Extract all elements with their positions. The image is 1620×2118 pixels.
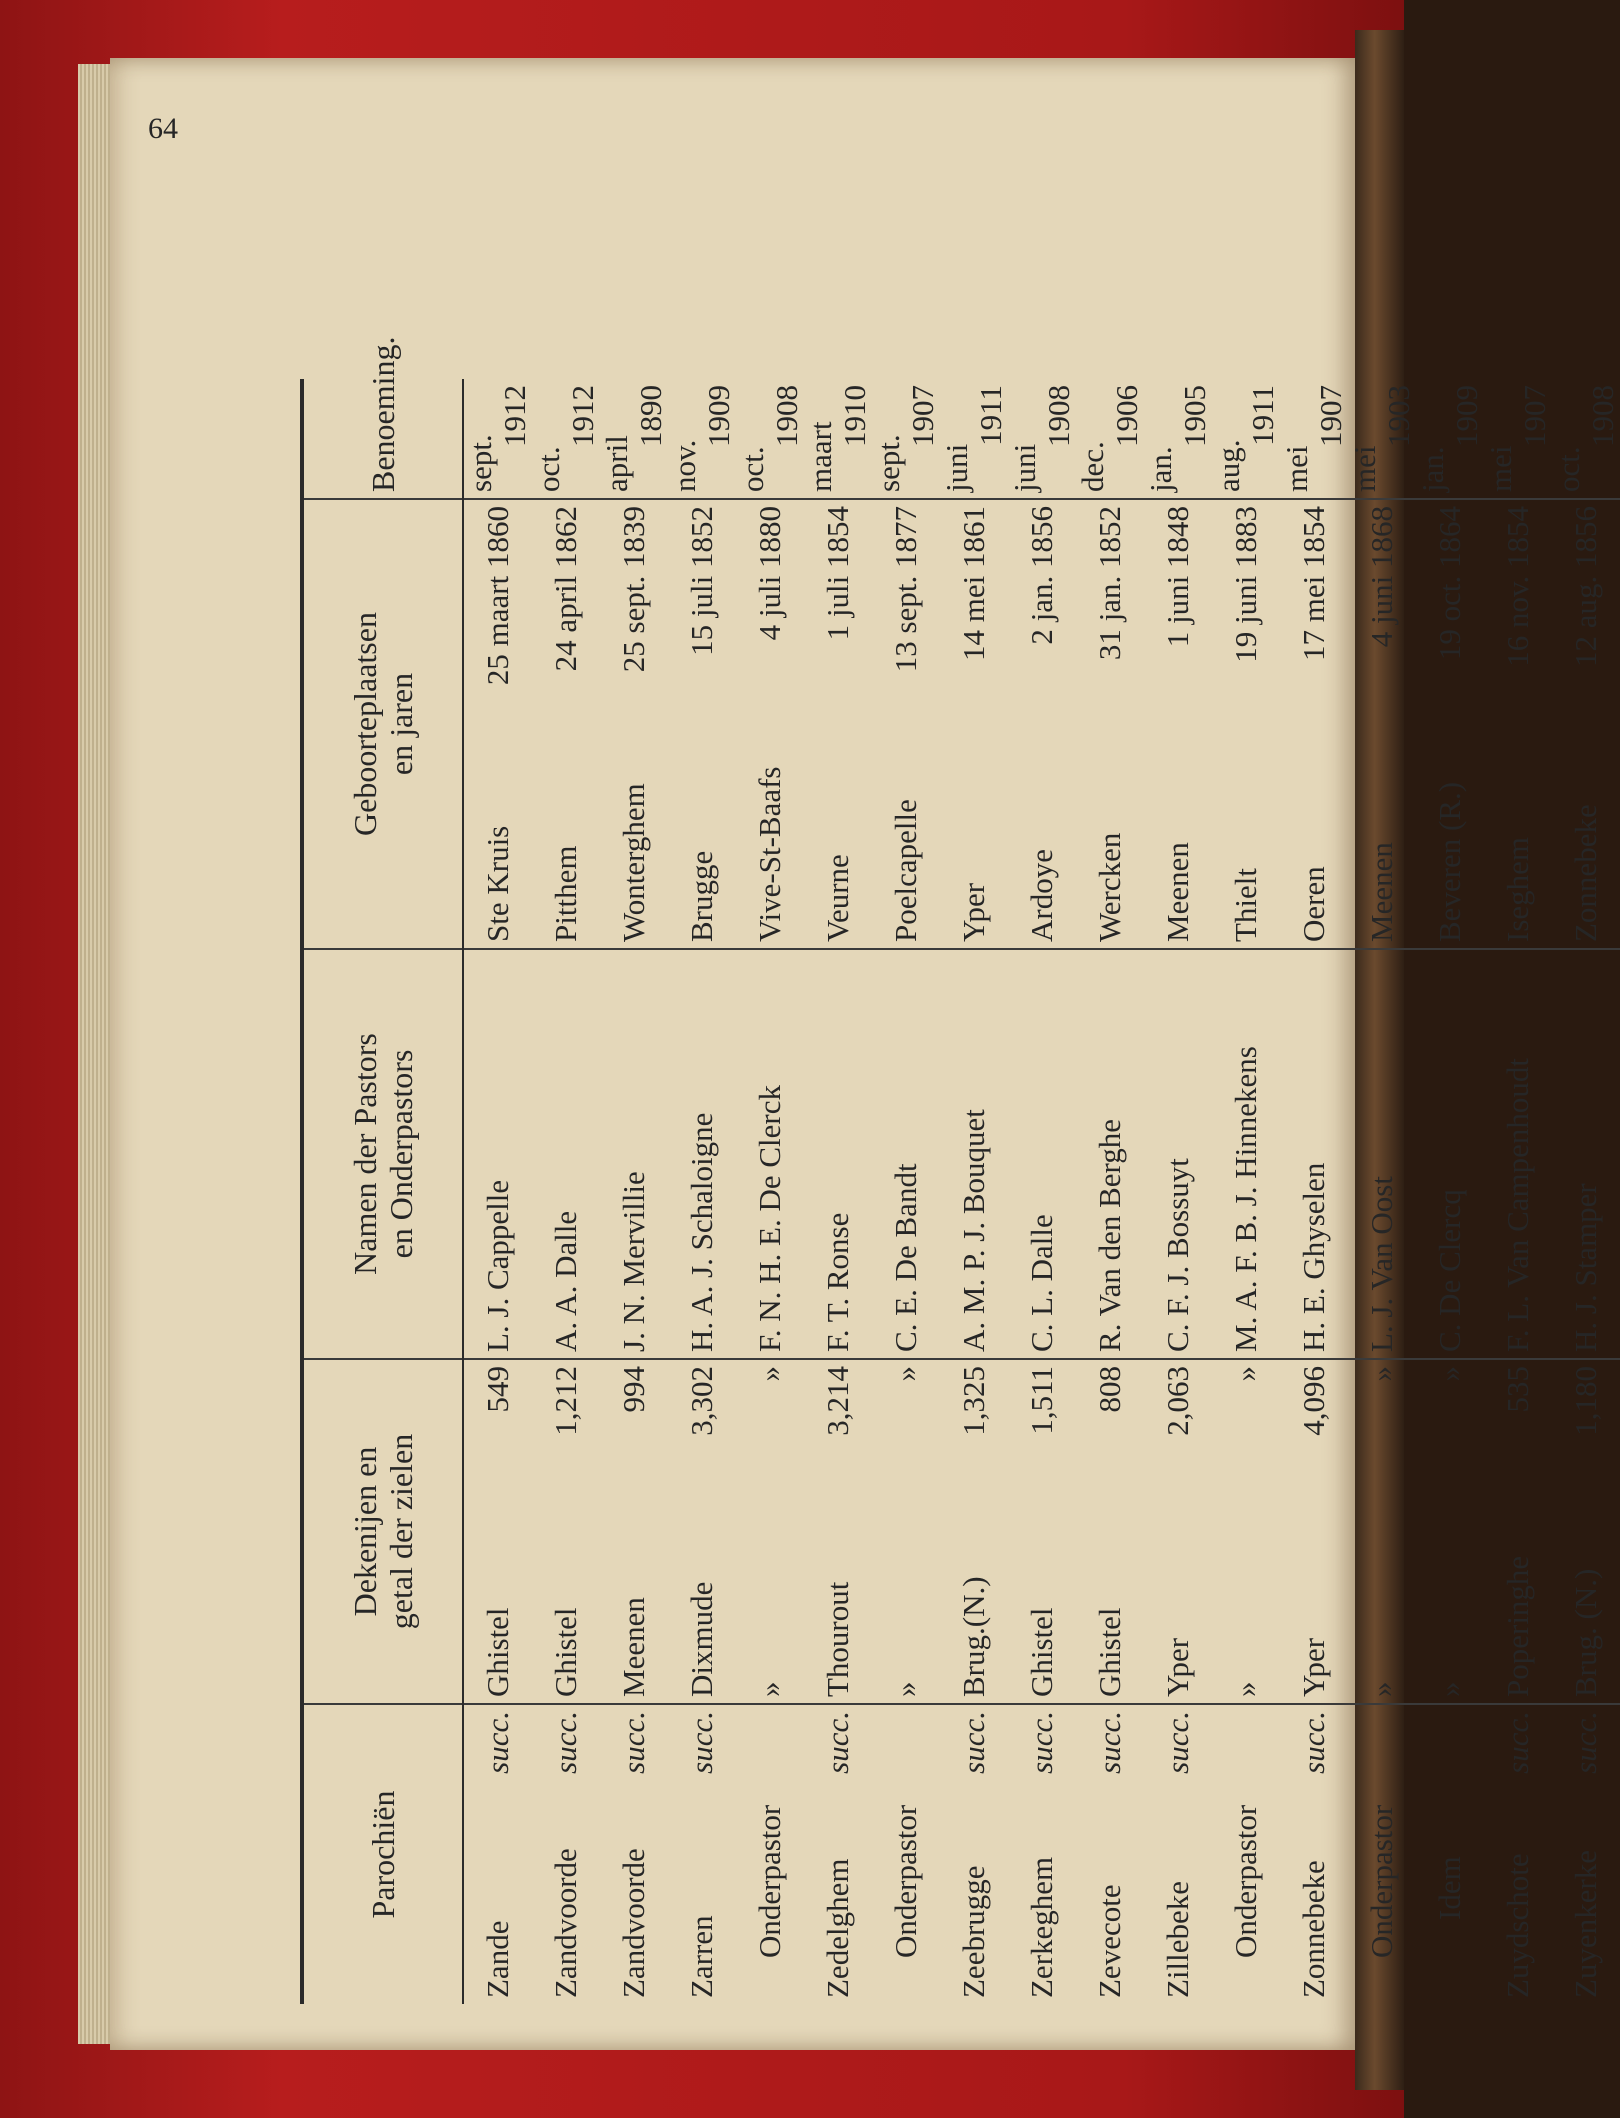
cell-geboorte	[1280, 499, 1348, 949]
pastor-name: C. E. De Bandt	[888, 1163, 923, 1352]
birth-date: 19 oct. 1864	[1432, 506, 1467, 661]
pastor-name: A. A. Dalle	[548, 1210, 583, 1352]
table-row	[736, 379, 804, 2004]
cell-geboorte	[1008, 499, 1076, 949]
appointment-month: oct.	[735, 446, 770, 492]
appointment-month: oct.	[1551, 446, 1586, 492]
cell-geboorte	[1484, 499, 1552, 949]
pastor-name: C. L. Dalle	[1024, 1214, 1059, 1352]
cell-geboorte	[872, 499, 940, 949]
appointment-year: 1905	[1177, 385, 1212, 447]
cell-naam	[872, 949, 940, 1359]
cell-dekenij	[1008, 1359, 1076, 1704]
birth-place: Veurne	[820, 854, 855, 942]
parish-name: Zerkeghem	[1024, 1856, 1059, 1998]
table-row	[940, 379, 1008, 2004]
pastor-name: M. A. F. B. J. Hinnekens	[1228, 1046, 1263, 1352]
cell-dekenij	[1416, 1359, 1484, 1704]
cell-benoeming	[1348, 379, 1416, 499]
cell-geboorte	[600, 499, 668, 949]
birth-place: Ste Kruis	[480, 825, 515, 942]
cell-naam	[668, 949, 736, 1359]
appointment-month: mei	[1483, 445, 1518, 492]
deanery-name: Ghistel	[1092, 1607, 1127, 1697]
cell-naam	[1416, 949, 1484, 1359]
cell-naam	[804, 949, 872, 1359]
pastor-name: F. T. Ronse	[820, 1212, 855, 1352]
cell-dekenij	[1144, 1359, 1212, 1704]
cell-dekenij	[736, 1359, 804, 1704]
table-row	[1076, 379, 1144, 2004]
birth-place: Wercken	[1092, 832, 1127, 942]
table-row	[1484, 379, 1552, 2004]
appointment-month: nov.	[667, 439, 702, 492]
appointment-month: sept.	[463, 434, 498, 492]
souls-count: »	[1228, 1366, 1263, 1382]
cell-benoeming	[1008, 379, 1076, 499]
cell-geboorte	[1416, 499, 1484, 949]
table-row	[668, 379, 736, 2004]
succ-label: succ.	[1024, 1711, 1059, 1774]
cell-naam	[1348, 949, 1416, 1359]
cell-naam	[1144, 949, 1212, 1359]
cell-parochie	[1280, 1704, 1348, 2004]
birth-place: Pitthem	[548, 845, 583, 942]
header-geboorte: Geboorteplaatsen en jaren	[304, 499, 463, 949]
parish-name: Zillebeke	[1160, 1880, 1195, 1998]
parish-name: Zuydschote	[1500, 1853, 1535, 1998]
birth-place: Vive-St-Baafs	[752, 766, 787, 942]
cell-naam	[600, 949, 668, 1359]
cell-parochie	[1416, 1704, 1484, 2004]
cell-benoeming	[1280, 379, 1348, 499]
parish-name: Zeebrugge	[956, 1865, 991, 1998]
cell-dekenij	[1552, 1359, 1620, 1704]
cell-benoeming	[668, 379, 736, 499]
birth-place: Yper	[956, 882, 991, 942]
table-row	[1144, 379, 1212, 2004]
appointment-month: jan.	[1415, 446, 1450, 492]
appointment-year: 1907	[905, 385, 940, 447]
deanery-name: »	[1228, 1681, 1263, 1697]
appointment-year: 1911	[973, 385, 1008, 446]
parish-name: Idem	[1432, 1856, 1467, 1920]
birth-date: 12 aug. 1856	[1568, 506, 1603, 668]
appointment-month: sept.	[871, 434, 906, 492]
table-row	[872, 379, 940, 2004]
table-row	[532, 379, 600, 2004]
parish-name: Zandvoorde	[548, 1848, 583, 1998]
succ-label: succ.	[1092, 1711, 1127, 1774]
souls-count: 1,511	[1024, 1366, 1059, 1435]
souls-count: »	[888, 1366, 923, 1382]
souls-count: »	[1364, 1366, 1399, 1382]
table-row	[1008, 379, 1076, 2004]
appointment-year: 1908	[1585, 385, 1620, 447]
birth-date: 13 sept. 1877	[888, 506, 923, 673]
succ-label: succ.	[684, 1711, 719, 1774]
succ-label: succ.	[820, 1711, 855, 1774]
header-dekenijen: Dekenijen en getal der zielen	[304, 1359, 463, 1704]
cell-dekenij	[600, 1359, 668, 1704]
cell-benoeming	[1212, 379, 1280, 499]
birth-place: Iseghem	[1500, 836, 1535, 942]
cell-dekenij	[1212, 1359, 1280, 1704]
birth-date: 14 mei 1861	[956, 506, 991, 661]
cell-parochie	[1144, 1704, 1212, 2004]
pastor-name: L. J. Cappelle	[480, 1179, 515, 1352]
parish-name: Zuyenkerke	[1568, 1849, 1603, 1998]
pastor-name: H. E. Ghyselen	[1296, 1162, 1331, 1352]
deanery-name: Brug. (N.)	[1568, 1568, 1603, 1697]
birth-place: Meenen	[1364, 842, 1399, 942]
cell-benoeming	[804, 379, 872, 499]
birth-date: 1 juli 1854	[820, 506, 855, 641]
pastor-name: R. Van den Berghe	[1092, 1118, 1127, 1352]
succ-label: succ.	[1160, 1711, 1195, 1774]
birth-place: Meenen	[1160, 842, 1195, 942]
page-number: 64	[148, 112, 178, 145]
table-header-row	[304, 379, 463, 2004]
cell-benoeming	[1144, 379, 1212, 499]
cell-benoeming	[463, 379, 532, 499]
table-row	[804, 379, 872, 2004]
birth-date: 4 juni 1868	[1364, 506, 1399, 648]
deanery-name: Yper	[1160, 1637, 1195, 1697]
pastor-name: C. De Clercq	[1432, 1189, 1467, 1352]
birth-date: 19 juni 1883	[1228, 506, 1263, 663]
pastor-name: H. A. J. Schaloigne	[684, 1112, 719, 1352]
birth-place: Beveren (R.)	[1432, 781, 1467, 942]
parish-name: Zande	[480, 1920, 515, 1998]
pastor-name: L. J. Van Oost	[1364, 1176, 1399, 1352]
succ-label: succ.	[956, 1711, 991, 1774]
appointment-year: 1910	[837, 385, 872, 447]
succ-label: succ.	[616, 1711, 651, 1774]
deanery-name: Meenen	[616, 1597, 651, 1697]
header-namen: Namen der Pastors en Onderpastors	[304, 949, 463, 1359]
cell-benoeming	[736, 379, 804, 499]
table-row	[463, 379, 532, 2004]
parish-name: Zarren	[684, 1915, 719, 1998]
deanery-name: Poperinghe	[1500, 1555, 1535, 1697]
cell-benoeming	[532, 379, 600, 499]
succ-label: succ.	[1296, 1711, 1331, 1774]
souls-count: 1,180	[1568, 1366, 1603, 1436]
cell-geboorte	[1212, 499, 1280, 949]
cell-parochie	[872, 1704, 940, 2004]
parish-name: Zandvoorde	[616, 1848, 651, 1998]
cell-dekenij	[940, 1359, 1008, 1704]
birth-date: 4 juli 1880	[752, 506, 787, 641]
cell-dekenij	[1280, 1359, 1348, 1704]
souls-count: 1,212	[548, 1366, 583, 1436]
cell-dekenij	[1076, 1359, 1144, 1704]
appointment-year: 1903	[1381, 385, 1416, 447]
souls-count: 808	[1092, 1366, 1127, 1413]
appointment-year: 1908	[769, 385, 804, 447]
cell-parochie	[736, 1704, 804, 2004]
cell-naam	[1552, 949, 1620, 1359]
appointment-year: 1890	[633, 385, 668, 447]
cell-parochie	[532, 1704, 600, 2004]
cell-geboorte	[804, 499, 872, 949]
birth-place: Ardoye	[1024, 849, 1059, 942]
cell-benoeming	[940, 379, 1008, 499]
appointment-month: oct.	[531, 446, 566, 492]
souls-count: 994	[616, 1366, 651, 1413]
cell-parochie	[804, 1704, 872, 2004]
deanery-name: Brug.(N.)	[956, 1576, 991, 1697]
cell-parochie	[463, 1704, 532, 2004]
appointment-month: juni	[1007, 443, 1042, 492]
cell-dekenij	[872, 1359, 940, 1704]
cell-naam	[940, 949, 1008, 1359]
parish-name: Zevecote	[1092, 1884, 1127, 1998]
header-benoeming: Benoeming.	[304, 379, 463, 499]
birth-place: Poelcapelle	[888, 799, 923, 942]
birth-date: 24 april 1862	[548, 506, 583, 672]
parish-name: Onderpastor	[1364, 1804, 1399, 1958]
souls-count: 1,325	[956, 1366, 991, 1436]
souls-count: »	[752, 1366, 787, 1382]
deanery-name: »	[1432, 1681, 1467, 1697]
birth-date: 1 juni 1848	[1160, 506, 1195, 648]
cell-geboorte	[532, 499, 600, 949]
cell-naam	[1212, 949, 1280, 1359]
cell-parochie	[940, 1704, 1008, 2004]
appointment-year: 1909	[1449, 385, 1484, 447]
header-parochien: Parochiën	[304, 1704, 463, 2004]
succ-label: succ.	[480, 1711, 515, 1774]
cell-dekenij	[532, 1359, 600, 1704]
appointment-month: aug.	[1211, 439, 1246, 492]
parish-name: Onderpastor	[752, 1804, 787, 1958]
souls-count: 4,096	[1296, 1366, 1331, 1436]
appointment-month: dec.	[1075, 441, 1110, 492]
birth-date: 25 maart 1860	[480, 506, 515, 686]
deanery-name: Ghistel	[1024, 1607, 1059, 1697]
pastor-name: H. J. Stamper	[1568, 1183, 1603, 1352]
parish-name: Zonnebeke	[1296, 1860, 1331, 1998]
deanery-name: Ghistel	[480, 1607, 515, 1697]
table-row	[600, 379, 668, 2004]
souls-count: 535	[1500, 1366, 1535, 1413]
cell-parochie	[1076, 1704, 1144, 2004]
appointment-month: april	[599, 435, 634, 492]
appointment-year: 1907	[1313, 385, 1348, 447]
pastor-name: F. L. Van Campenhoudt	[1500, 1057, 1535, 1352]
parish-name: Onderpastor	[1228, 1804, 1263, 1958]
cell-benoeming	[1484, 379, 1552, 499]
cell-parochie	[1348, 1704, 1416, 2004]
deanery-name: »	[888, 1681, 923, 1697]
appointment-year: 1912	[497, 385, 532, 447]
birth-date: 31 jan. 1852	[1092, 506, 1127, 661]
table-row	[1348, 379, 1416, 2004]
appointment-month: mei	[1279, 445, 1314, 492]
cell-benoeming	[1552, 379, 1620, 499]
pastor-name: A. M. P. J. Bouquet	[956, 1109, 991, 1352]
pastor-name: C. F. J. Bossuyt	[1160, 1158, 1195, 1352]
birth-date: 25 sept. 1839	[616, 506, 651, 673]
cell-naam	[463, 949, 532, 1359]
cell-naam	[532, 949, 600, 1359]
deanery-name: »	[752, 1681, 787, 1697]
appointment-year: 1912	[565, 385, 600, 447]
cell-geboorte	[1348, 499, 1416, 949]
birth-date: 15 juli 1852	[684, 506, 719, 656]
cell-geboorte	[1144, 499, 1212, 949]
cell-benoeming	[1076, 379, 1144, 499]
appointment-month: mei	[1347, 445, 1382, 492]
cell-benoeming	[600, 379, 668, 499]
rotated-page-content	[148, 112, 1620, 2032]
appointment-year: 1907	[1517, 385, 1552, 447]
succ-label: succ.	[1500, 1711, 1535, 1774]
cell-dekenij	[1484, 1359, 1552, 1704]
parish-name: Zedelghem	[820, 1858, 855, 1998]
souls-count: »	[1432, 1366, 1467, 1382]
cell-geboorte	[463, 499, 532, 949]
cell-parochie	[1484, 1704, 1552, 2004]
deanery-name: Dixmude	[684, 1581, 719, 1697]
cell-parochie	[1008, 1704, 1076, 2004]
appointment-year: 1908	[1041, 385, 1076, 447]
birth-date: 16 nov. 1854	[1500, 506, 1535, 667]
appointment-month: maart	[803, 421, 838, 492]
cell-geboorte	[1076, 499, 1144, 949]
pastor-name: F. N. H. E. De Clerck	[752, 1085, 787, 1352]
parish-table	[304, 336, 1620, 2004]
cell-geboorte	[668, 499, 736, 949]
souls-count: 3,302	[684, 1366, 719, 1436]
birth-place: Oeren	[1296, 866, 1331, 942]
pastor-name: J. N. Mervillie	[616, 1171, 651, 1352]
cell-geboorte	[940, 499, 1008, 949]
deanery-name: Thourout	[820, 1581, 855, 1697]
cell-dekenij	[804, 1359, 872, 1704]
cell-parochie	[600, 1704, 668, 2004]
cell-dekenij	[1348, 1359, 1416, 1704]
deanery-name: Ghistel	[548, 1607, 583, 1697]
birth-place: Wonterghem	[616, 783, 651, 942]
birth-place: Zonnebeke	[1568, 804, 1603, 942]
table-row	[1552, 379, 1620, 2004]
appointment-month: jan.	[1143, 446, 1178, 492]
cell-naam	[1008, 949, 1076, 1359]
succ-label: succ.	[1568, 1711, 1603, 1774]
cell-naam	[736, 949, 804, 1359]
appointment-year: 1909	[701, 385, 736, 447]
parish-name: Onderpastor	[888, 1804, 923, 1958]
table-row	[1416, 379, 1484, 2004]
cell-dekenij	[668, 1359, 736, 1704]
birth-place: Thielt	[1228, 867, 1263, 942]
birth-place: Brugge	[684, 850, 719, 942]
succ-label: succ.	[548, 1711, 583, 1774]
souls-count: 2,063	[1160, 1366, 1195, 1436]
appointment-year: 1906	[1109, 385, 1144, 447]
cell-naam	[1484, 949, 1552, 1359]
cell-parochie	[1552, 1704, 1620, 2004]
deanery-name: Yper	[1296, 1637, 1331, 1697]
table-row	[1212, 379, 1280, 2004]
cell-dekenij	[463, 1359, 532, 1704]
cell-benoeming	[1416, 379, 1484, 499]
cell-geboorte	[1552, 499, 1620, 949]
cell-parochie	[1212, 1704, 1280, 2004]
birth-date: 2 jan. 1856	[1024, 506, 1059, 645]
table-row	[1280, 379, 1348, 2004]
cell-parochie	[668, 1704, 736, 2004]
birth-date: 17 mei 1854	[1296, 506, 1331, 661]
souls-count: 3,214	[820, 1366, 855, 1436]
deanery-name: »	[1364, 1681, 1399, 1697]
appointment-year: 1911	[1245, 385, 1280, 446]
cell-naam	[1280, 949, 1348, 1359]
cell-geboorte	[736, 499, 804, 949]
souls-count: 549	[480, 1366, 515, 1413]
cell-naam	[1076, 949, 1144, 1359]
cell-benoeming	[872, 379, 940, 499]
appointment-month: juni	[939, 443, 974, 492]
